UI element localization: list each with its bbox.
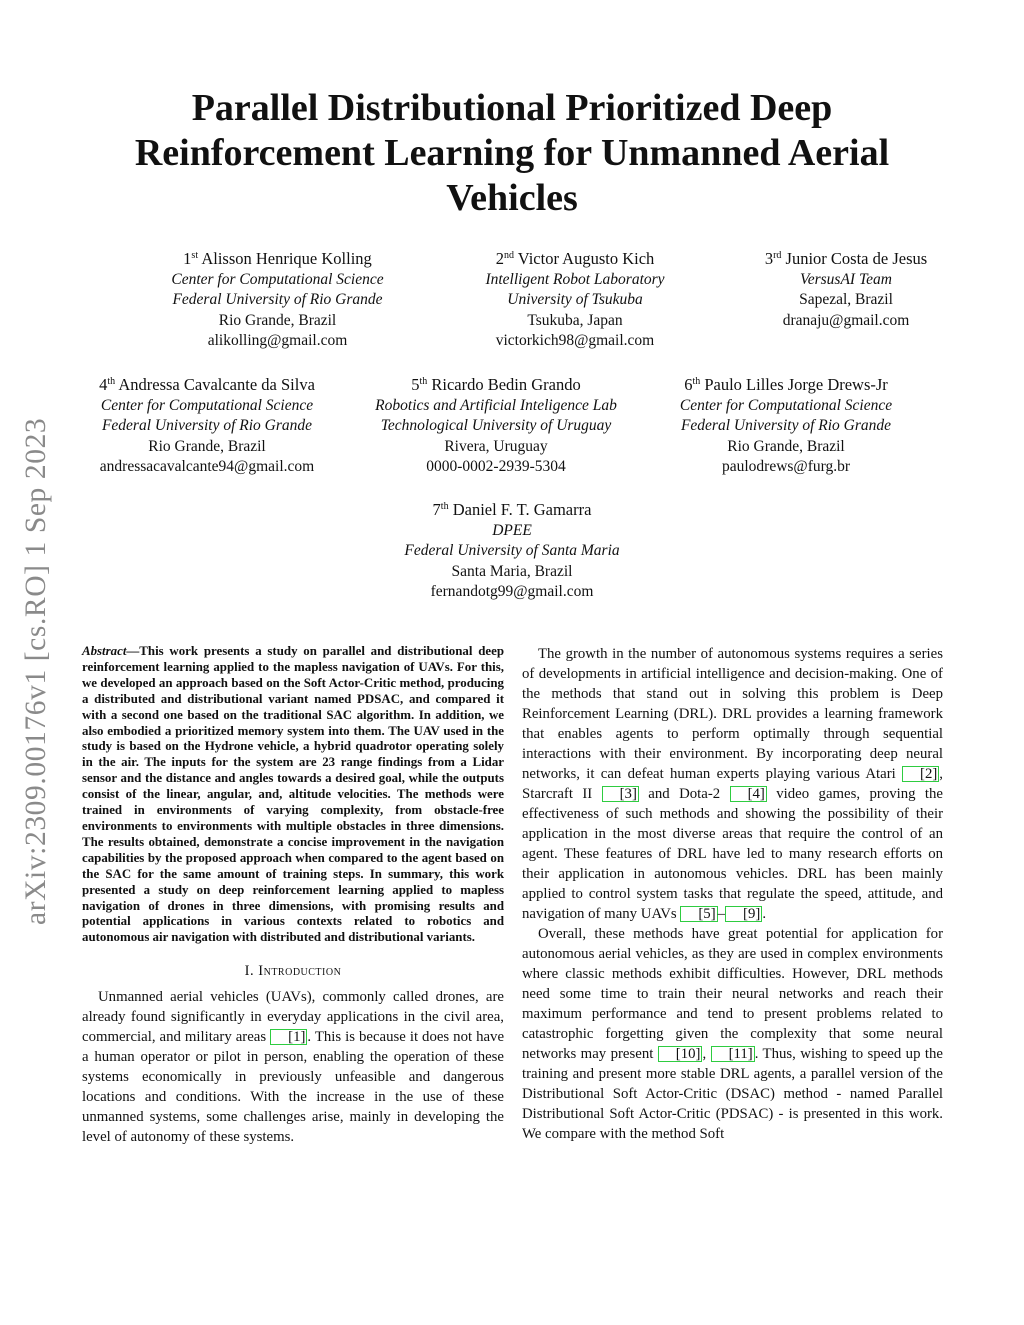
author-name: 6th Paulo Lilles Jorge Drews-Jr bbox=[684, 375, 888, 394]
author-email: victorkich98@gmail.com bbox=[495, 332, 655, 349]
citation-link[interactable]: [1] bbox=[270, 1029, 307, 1045]
citation-link[interactable]: [11] bbox=[711, 1046, 755, 1062]
author-institution: Technological University of Uruguay bbox=[380, 417, 612, 434]
author-email: alikolling@gmail.com bbox=[207, 332, 348, 349]
author-affiliation: Center for Computational Science bbox=[679, 396, 893, 414]
author-email: andressacavalcante94@gmail.com bbox=[99, 458, 315, 475]
section-heading-introduction: I. Introduction bbox=[244, 963, 342, 980]
intro-paragraph-3: Overall, these methods have great potential for application for autonomous aerial vehicles, as they are used in complex environments where classic methods exhibit difficulties. However, DRL methods need some time to train their neural networks and reach their maximum performance and tend to present problems related to catastrophic forgetting given the complexity that some neural networks may present [10] , [11] . Thus, wishing to speed up the training and present more stable DRL agents, a parallel version of the Distributional Soft Actor-Critic (DSAC) method - named Parallel Distributional Soft Actor-Critic (PDSAC) - is presented in this work. We compare with the method Soft bbox=[522, 926, 943, 1142]
citation-link[interactable]: [3] bbox=[602, 786, 639, 802]
abstract-text: This work presents a study on parallel and distributional deep reinforcement learning applied to the mapless navigation of UAVs. For this, we developed an approach based on the Soft Actor-Critic method, producing a distributed and distributional variant named PDSAC, and compared it with a second one based on the traditional SAC algorithm. In addition, we also embodied a prioritized memory system into them. The UAV used in the study is based on the Hydrone vehicle, a hybrid quadrotor operating solely in the air. The inputs for the system are 23 range findings from a Lidar sensor and the distance and angles towards a desired goal, while the outputs consist of the linear, angular, and, altitude velocities. The methods were trained in environments of varying complexity, from obstacle-free environments to environments with multiple obstacles in three dimensions. The results obtained, demonstrate a concise improvement in the navigation capabilities by the proposed approach when compared to the agent based on the SAC for the same amount of training steps. In summary, this work presented a study on deep reinforcement learning applied to mapless navigation of drones in three dimensions, with promising results and potential applications in various contexts related to robotics and autonomous air navigation with distributed and distributional variants. bbox=[82, 644, 504, 945]
left-column bbox=[82, 644, 504, 1147]
author-affiliation: Center for Computational Science bbox=[171, 270, 384, 288]
author-name: 2nd Victor Augusto Kich bbox=[495, 249, 655, 268]
citation-link[interactable]: [4] bbox=[730, 786, 767, 802]
author-location: Rio Grande, Brazil bbox=[727, 437, 845, 455]
author-institution: Federal University of Rio Grande bbox=[172, 291, 383, 308]
title-line: Vehicles bbox=[446, 177, 578, 219]
author-block-6 bbox=[650, 375, 922, 478]
author-affiliation: VersusAI Team bbox=[799, 270, 892, 288]
title-line: Parallel Distributional Prioritized Deep bbox=[191, 87, 833, 129]
author-location: Rio Grande, Brazil bbox=[218, 311, 337, 329]
author-affiliation: DPEE bbox=[492, 521, 532, 539]
author-email: paulodrews@furg.br bbox=[721, 458, 851, 475]
citation-link[interactable]: [9] bbox=[725, 906, 762, 922]
author-name: 3rd Junior Costa de Jesus bbox=[764, 249, 928, 268]
author-institution: Federal University of Rio Grande bbox=[101, 417, 313, 434]
author-affiliation: Center for Computational Science bbox=[100, 396, 314, 414]
intro-paragraph-1: Unmanned aerial vehicles (UAVs), commonly called drones, are already found significantly in everyday applications in the civil area, commercial, and military areas [1] . This is because it does not have a human operator or pilot in person, enabling the operation of these systems economically in previously unfeasible and dangerous locations and conditions. With the increase in the use of these unmanned systems, some challenges arise, mainly in developing the level of autonomy of these systems. bbox=[82, 989, 505, 1146]
author-block-1 bbox=[150, 249, 405, 352]
author-name: 4th Andressa Cavalcante da Silva bbox=[99, 375, 315, 394]
author-location: Rivera, Uruguay bbox=[444, 437, 548, 455]
author-name: 7th Daniel F. T. Gamarra bbox=[432, 500, 592, 519]
author-name: 1st Alisson Henrique Kolling bbox=[183, 249, 372, 268]
citation-link[interactable]: [2] bbox=[902, 766, 939, 782]
author-location: Tsukuba, Japan bbox=[527, 311, 623, 329]
author-affiliation: Robotics and Artificial Inteligence Lab bbox=[375, 396, 617, 414]
author-email: dranaju@gmail.com bbox=[782, 311, 910, 329]
author-institution: University of Tsukuba bbox=[507, 291, 643, 308]
author-location: Santa Maria, Brazil bbox=[451, 562, 573, 580]
abstract-label: Abstract bbox=[82, 644, 127, 658]
author-email: fernandotg99@gmail.com bbox=[430, 583, 594, 600]
author-block-5 bbox=[355, 375, 637, 478]
intro-paragraph-2: The growth in the number of autonomous systems requires a series of developments in artificial intelligence and decision-making. One of the methods that stand out in solving this problem is Deep Reinforcement Learning (DRL). DRL provides a learning framework that enables agents to perform optimally through sequential interactions with their environment. By incorporating deep neural networks, it can defeat human experts playing various Atari [2] , Starcraft II [3] and Dota-2 [4] video games, proving the effectiveness of such methods and showing the possibility of their application in the most diverse areas that require the control of an agent. These features of DRL have led to many research efforts on their application in autonomous vehicles. DRL has been mainly applied to control system tasks that regulate the speed, attitude, and navigation of many UAVs [5] – [9] . bbox=[522, 646, 943, 922]
title-line: Reinforcement Learning for Unmanned Aerial bbox=[134, 132, 890, 174]
citation-link[interactable]: [5] bbox=[680, 906, 717, 922]
right-column bbox=[522, 644, 943, 1144]
citation-link[interactable]: [10] bbox=[658, 1046, 703, 1062]
author-block-3 bbox=[736, 249, 956, 331]
author-location: Rio Grande, Brazil bbox=[148, 437, 266, 455]
arxiv-identifier: arXiv:2309.00176v1 [cs.RO] 1 Sep 2023 bbox=[20, 417, 52, 925]
author-location: Sapezal, Brazil bbox=[799, 291, 893, 308]
author-block-2 bbox=[446, 249, 704, 352]
author-institution: Federal University of Santa Maria bbox=[404, 542, 620, 559]
paper-title bbox=[112, 86, 912, 221]
author-institution: Federal University of Rio Grande bbox=[680, 417, 892, 434]
author-block-4 bbox=[72, 375, 342, 478]
author-email: 0000-0002-2939-5304 bbox=[426, 458, 566, 475]
author-name: 5th Ricardo Bedin Grando bbox=[411, 375, 581, 394]
author-block-7 bbox=[372, 500, 652, 603]
author-affiliation: Intelligent Robot Laboratory bbox=[485, 270, 665, 288]
abstract: Abstract—This work presents a study on parallel and distributional deep reinforcement learning applied to the mapless navigation of UAVs. For this, we developed an approach based on the Soft Actor-Critic method, producing a distributed and distributional variant named PDSAC, and compared it with a second one based on the traditional SAC algorithm. In addition, we also embodied a prioritized memory system into them. The UAV used in the study is based on the Hydrone vehicle, a hybrid quadrotor operating solely in the air. The inputs for the system are 23 range findings from a Lidar sensor and the distance and angles towards a desired goal, while the outputs consist of the linear, angular, and, altitude velocities. The methods were trained in environments of varying complexity, from obstacle-free environments to environments with multiple obstacles in three dimensions. The results obtained, demonstrate a concise improvement in the navigation capabilities by the proposed approach when compared to the agent based on the SAC for the same amount of training steps. In summary, this work presented a study on deep reinforcement learning applied to mapless navigation of drones in three dimensions, with promising results and potential applications in various contexts related to robotics and autonomous air navigation with distributed and distributional variants. bbox=[82, 644, 504, 945]
